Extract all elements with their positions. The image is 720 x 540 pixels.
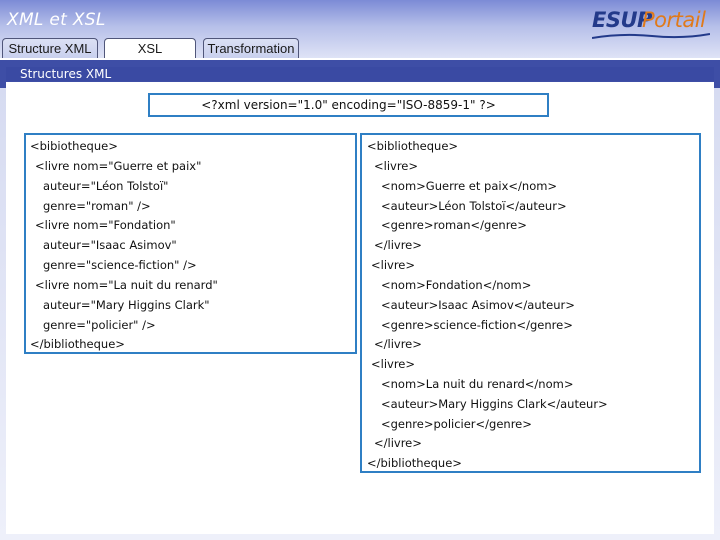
xml-declaration: <?xml version="1.0" encoding="ISO-8859-1" ?> (148, 93, 549, 117)
code-line: <genre>policier</genre> (381, 417, 532, 431)
code-line: <bibiotheque> (30, 139, 118, 153)
logo-portail-text: Portail (642, 8, 706, 32)
code-line: auteur="Isaac Asimov" (43, 238, 177, 252)
logo-swoosh-icon (592, 33, 710, 39)
attributes-structure-panel (24, 133, 357, 354)
section-title: Structures XML (20, 67, 112, 81)
code-line: </livre> (374, 238, 422, 252)
code-line: <livre nom="La nuit du renard" (35, 278, 218, 292)
code-line: </livre> (374, 337, 422, 351)
code-line: </livre> (374, 436, 422, 450)
code-line: <nom>La nuit du renard</nom> (381, 377, 574, 391)
code-line: genre="policier" /> (43, 318, 156, 332)
logo-esup-text: ESUP (592, 8, 652, 32)
section-header (6, 67, 714, 81)
code-line: <genre>science-fiction</genre> (381, 318, 573, 332)
app-title: XML et XSL (7, 10, 106, 30)
code-line: <livre> (371, 357, 416, 371)
esup-portail-logo[interactable] (592, 8, 714, 40)
code-line: <auteur>Mary Higgins Clark</auteur> (381, 397, 608, 411)
code-line: <livre nom="Guerre et paix" (35, 159, 202, 173)
code-line: <livre> (374, 159, 419, 173)
code-line: <auteur>Léon Tolstoï</auteur> (381, 199, 567, 213)
code-line: <auteur>Isaac Asimov</auteur> (381, 298, 575, 312)
code-line: </bibliotheque> (30, 337, 125, 351)
code-line: genre="roman" /> (43, 199, 151, 213)
elements-structure-panel (360, 133, 701, 473)
tab-xsl[interactable]: XSL (104, 38, 196, 58)
tab-transformation[interactable]: Transformation (203, 38, 299, 58)
code-line: </bibliotheque> (367, 456, 462, 470)
code-line: <bibliotheque> (367, 139, 459, 153)
code-line: <genre>roman</genre> (381, 218, 527, 232)
code-line: <livre> (371, 258, 416, 272)
code-line: auteur="Mary Higgins Clark" (43, 298, 210, 312)
tab-structure-xml[interactable]: Structure XML (2, 38, 98, 58)
code-line: <nom>Fondation</nom> (381, 278, 532, 292)
code-line: <nom>Guerre et paix</nom> (381, 179, 558, 193)
code-line: auteur="Léon Tolstoï" (43, 179, 169, 193)
code-line: <livre nom="Fondation" (35, 218, 176, 232)
code-line: genre="science-fiction" /> (43, 258, 197, 272)
